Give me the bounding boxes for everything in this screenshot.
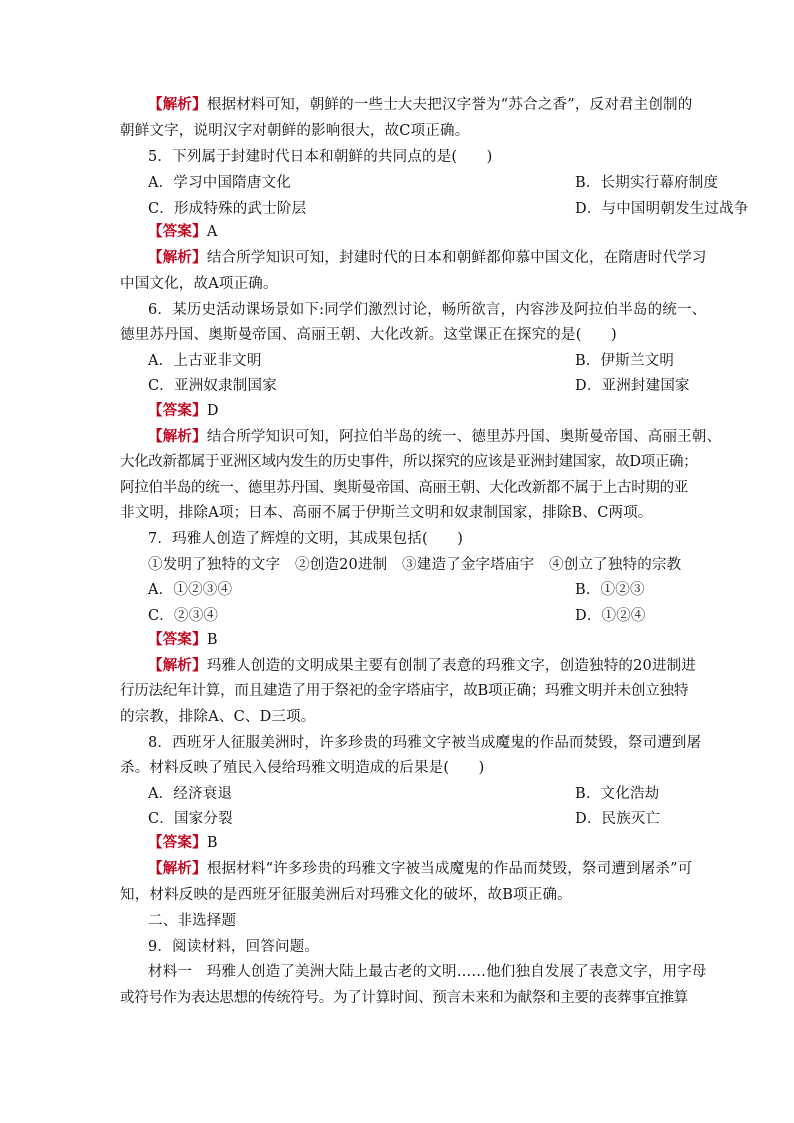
section-heading: 二、非选择题 [148,913,237,929]
analysis-tag: 【解析】 [148,428,207,445]
analysis-6-cont3: 非文明，排除A项；日本、高丽不属于伊斯兰文明和奴隶制国家，排除B、C两项。 [120,505,653,521]
analysis-8: 【解析】根据材料“许多珍贵的玛雅文字被当成魔鬼的作品而焚毁，祭司遭到屠杀”可 [148,860,693,877]
q7-statements: ①发明了独特的文字 ②创造20进制 ③建造了金字塔庙宇 ④创立了独特的宗教 [148,557,682,573]
q5-option-c: C．形成特殊的武士阶层 [148,201,307,217]
q8-option-c: C．国家分裂 [148,811,233,827]
q8-options-row1 [148,784,660,804]
q5-option-a: A．学习中国隋唐文化 [148,175,291,191]
analysis-7-cont1: 行历法纪年计算，而且建造了用于祭祀的金字塔庙宇，故B项正确；玛雅文明并未创立独特 [120,683,689,699]
q5-options-row1 [148,173,719,193]
question-6-cont: 德里苏丹国、奥斯曼帝国、高丽王朝、大化改新。这堂课正在探究的是( ) [120,327,617,343]
analysis-tag: 【解析】 [148,657,207,674]
q6-option-c: C．亚洲奴隶制国家 [148,378,277,394]
q6-option-a: A．上古亚非文明 [148,353,262,369]
question-8: 8．西班牙人征服美洲时，许多珍贵的玛雅文字被当成魔鬼的作品而焚毁，祭司遭到屠 [148,735,702,751]
q8-option-d: D．民族灭亡 [575,811,661,827]
analysis-7: 【解析】玛雅人创造的文明成果主要有创制了表意的玛雅文字，创造独特的20进制进 [148,657,697,674]
question-7: 7．玛雅人创造了辉煌的文明，其成果包括( ) [148,531,464,547]
q7-options-row1 [148,580,645,600]
q5-options-row2 [148,199,749,219]
analysis-7-cont2: 的宗教，排除A、C、D三项。 [120,709,316,725]
answer-7: 【答案】B [148,631,218,648]
material-1-cont: 或符号作为表达思想的传统符号。为了计算时间、预言未来和为献祭和主要的丧葬事宜推算 [120,990,688,1006]
analysis-6-cont1: 大化改新都属于亚洲区域内发生的历史事件，所以探究的应该是亚洲封建国家，故D项正确； [120,454,698,470]
question-8-cont: 杀。材料反映了殖民入侵给玛雅文明造成的后果是( ) [120,760,485,776]
question-6: 6．某历史活动课场景如下:同学们激烈讨论，畅所欲言，内容涉及阿拉伯半岛的统一、 [148,302,707,318]
analysis-8-cont: 知，材料反映的是西班牙征服美洲后对玛雅文化的破坏，故B项正确。 [120,887,572,903]
analysis-6: 【解析】结合所学知识可知，阿拉伯半岛的统一、德里苏丹国、奥斯曼帝国、高丽王朝、 [148,428,722,445]
analysis-4: 【解析】根据材料可知，朝鲜的一些士大夫把汉字誉为“苏合之香”，反对君主创制的 [148,96,693,113]
q7-option-a: A．①②③④ [148,582,233,598]
analysis-tag: 【解析】 [148,860,207,877]
answer-tag: 【答案】 [148,402,207,419]
analysis-6-cont2: 阿拉伯半岛的统一、德里苏丹国、奥斯曼帝国、高丽王朝、大化改新都不属于上古时期的亚 [120,480,688,496]
q8-option-a: A．经济衰退 [148,786,233,802]
analysis-5-cont: 中国文化，故A项正确。 [120,276,278,292]
analysis-tag: 【解析】 [148,96,207,113]
answer-tag: 【答案】 [148,223,207,240]
answer-8: 【答案】B [148,834,218,851]
answer-tag: 【答案】 [148,631,207,648]
question-5: 5．下列属于封建时代日本和朝鲜的共同点的是( ) [148,149,493,165]
analysis-4-cont: 朝鲜文字，说明汉字对朝鲜的影响很大，故C项正确。 [120,123,470,139]
q8-option-b: B．文化浩劫 [575,786,660,802]
q6-option-b: B．伊斯兰文明 [575,353,675,369]
q7-options-row2 [148,606,646,626]
answer-5: 【答案】A [148,223,218,240]
q7-option-d: D．①②④ [575,608,646,624]
material-1: 材料一 玛雅人创造了美洲大陆上最古老的文明……他们独自发展了表意文字，用字母 [148,964,707,980]
analysis-tag: 【解析】 [148,249,207,266]
answer-6: 【答案】D [148,402,219,419]
q7-option-b: B．①②③ [575,582,645,598]
answer-tag: 【答案】 [148,834,207,851]
q6-options-row2 [148,376,690,396]
q5-option-d: D．与中国明朝发生过战争 [575,201,749,217]
q7-option-c: C．②③④ [148,608,219,624]
q8-options-row2 [148,809,661,829]
q6-option-d: D．亚洲封建国家 [575,378,690,394]
q5-option-b: B．长期实行幕府制度 [575,175,719,191]
analysis-5: 【解析】结合所学知识可知，封建时代的日本和朝鲜都仰慕中国文化，在隋唐时代学习 [148,249,707,266]
q6-options-row1 [148,351,675,371]
question-9: 9．阅读材料，回答问题。 [148,939,320,955]
